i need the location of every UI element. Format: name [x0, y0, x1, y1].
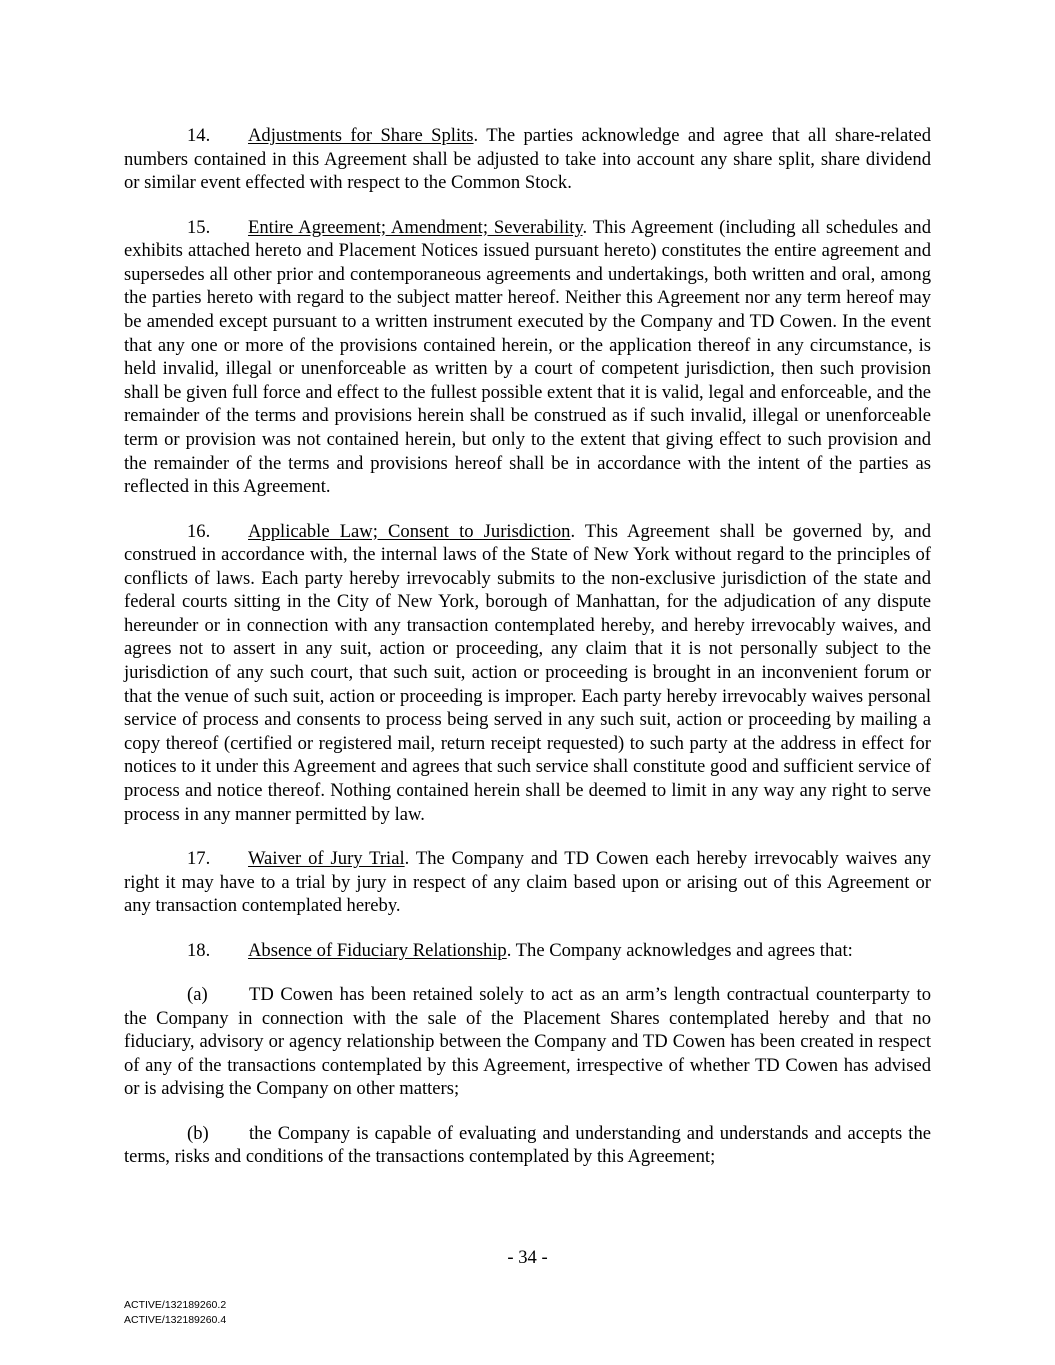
section-heading: Absence of Fiduciary Relationship: [248, 939, 507, 961]
subsection-text: TD Cowen has been retained solely to act as an arm’s length contractual counterparty to the Company in connection with the sale of the Placement Shares contemplated hereby and that no fiduciary, advisory or agency relationship between the Company and TD Cowen has been created in respect of any of the transactions contemplated by this Agreement, irrespective of whether TD Cowen has advised or is advising the Company on other matters;: [124, 983, 931, 1100]
subsection-label: (a): [187, 983, 208, 1005]
section-number: 17.: [187, 848, 211, 870]
section-15: [124, 216, 931, 499]
subsection-text: the Company is capable of evaluating and understanding and understands and accepts the terms, risks and conditions of the transactions contemplated by this Agreement;: [124, 1122, 931, 1168]
section-heading: Waiver of Jury Trial: [248, 848, 405, 870]
section-text: . The Company acknowledges and agrees that:: [506, 939, 853, 961]
section-heading: Applicable Law; Consent to Jurisdiction: [248, 520, 571, 542]
section-number: 18.: [187, 939, 211, 961]
subsection-label: (b): [187, 1122, 209, 1144]
section-text: . The Company and TD Cowen each hereby irrevocably waives any right it may have to a trial by jury in respect of any claim based upon or arising out of this Agreement or any transaction contemplated hereby.: [124, 848, 931, 917]
document-id: ACTIVE/132189260.2: [124, 1299, 227, 1311]
section-16: [124, 520, 931, 827]
document-body: [124, 124, 931, 1190]
page-number: - 34 -: [507, 1247, 548, 1268]
section-number: 16.: [187, 520, 211, 542]
subsection-a: [124, 983, 931, 1101]
section-14: [124, 124, 931, 195]
document-id: ACTIVE/132189260.4: [124, 1314, 227, 1326]
section-heading: Adjustments for Share Splits: [248, 125, 474, 146]
section-text: . This Agreement (including all schedules and exhibits attached hereto and Placement Notices issued pursuant hereto) constitutes the entire agreement and supersedes all other prior and contemporaneous agreements and undertakings, both written and oral, among the parties hereto with regard to the subject matter hereof. Neither this Agreement nor any term hereof may be amended except pursuant to a written instrument executed by the Company and TD Cowen. In the event that any one or more of the provisions contained herein, or the application thereof in any circumstance, is held invalid, illegal or unenforceable as written by a court of competent jurisdiction, then such provision shall be given full force and effect to the fullest possible extent that it is valid, legal and enforceable, and the remainder of the terms and provisions herein shall be construed as if such invalid, illegal or unenforceable term or provision was not contained herein, but only to the extent that giving effect to such provision and the remainder of the terms and provisions hereof shall be in accordance with the intent of the parties as reflected in this Agreement.: [124, 216, 931, 498]
section-heading: Entire Agreement; Amendment; Severability: [248, 216, 583, 238]
section-18: [124, 939, 931, 963]
section-number: 14.: [187, 125, 211, 146]
section-number: 15.: [187, 216, 211, 238]
section-text: . This Agreement shall be governed by, and construed in accordance with, the internal laws of the State of New York without regard to the principles of conflicts of laws. Each party hereby irrevocably submits to the non-exclusive jurisdiction of the state and federal courts sitting in the City of New York, borough of Manhattan, for the adjudication of any dispute hereunder or in connection with any transaction contemplated hereby, and hereby irrevocably waives, and agrees not to assert in any suit, action or proceeding, any claim that it is not personally subject to the jurisdiction of any such court, that such suit, action or proceeding is brought in an inconvenient forum or that the venue of such suit, action or proceeding is improper. Each party hereby irrevocably waives personal service of process and consents to process being served in any such suit, action or proceeding by mailing a copy thereof (certified or registered mail, return receipt requested) to such party at the address in effect for notices to it under this Agreement and agrees that such service shall constitute good and sufficient service of process and notice thereof. Nothing contained herein shall be deemed to limit in any way any right to serve process in any manner permitted by law.: [124, 520, 931, 825]
section-text: . The parties acknowledge and agree that all share-related numbers contained in this Agreement shall be adjusted to take into account any share split, share dividend or similar event effected with respect to the Common Stock.: [124, 125, 931, 194]
subsection-b: [124, 1122, 931, 1169]
section-17: [124, 847, 931, 918]
